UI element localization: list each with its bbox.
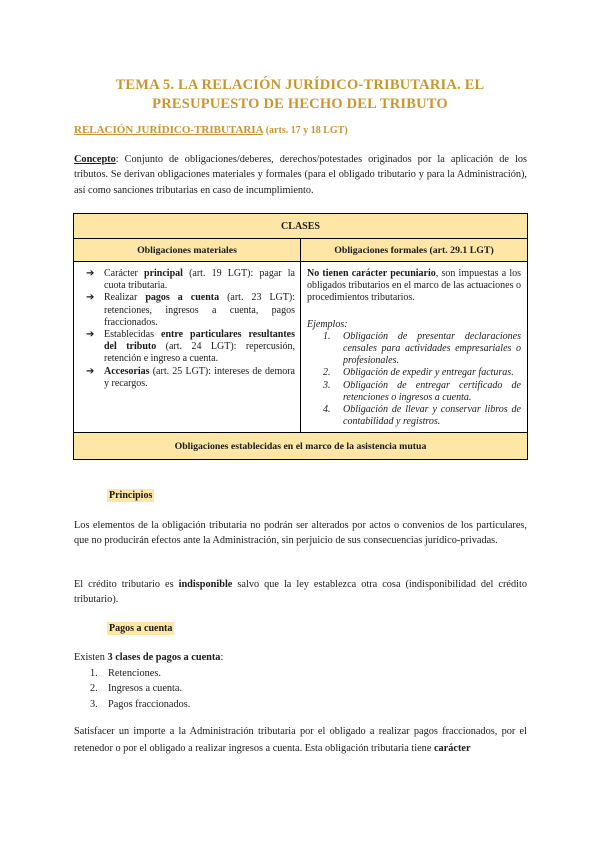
pagos-final-paragraph: Satisfacer un importe a la Administración tributaria por el obligado a realizar pagos fraccionados, por el retenedor o por el obligado a realizar ingresos a cuenta. Esta obligación tributaria tiene carácter xyxy=(74,726,527,754)
page-title xyxy=(60,76,540,114)
list-item: ➔ Accesorias (art. 25 LGT): intereses de demora y recargos. xyxy=(86,365,295,389)
arrow-icon: ➔ xyxy=(86,268,95,279)
principios-heading: Principios xyxy=(109,490,153,501)
pagos-intro: Existen 3 clases de pagos a cuenta: xyxy=(74,652,224,663)
ejemplos-label: Ejemplos: xyxy=(307,318,348,330)
list-item: 1. Retenciones. xyxy=(90,668,161,679)
title-line-1: TEMA 5. LA RELACIÓN JURÍDICO-TRIBUTARIA. EL xyxy=(115,77,485,93)
title-line-2: PRESUPUESTO DE HECHO DEL TRIBUTO xyxy=(152,96,448,112)
section-heading-suffix: (arts. 17 y 18 LGT) xyxy=(265,125,348,136)
list-item: 1. Obligación de presentar declaraciones censales para actividades empresariales o profesionales. xyxy=(323,330,521,367)
concepto-text: : Conjunto de obligaciones/deberes, derechos/potestades originados por la aplicación de los tributos. Se derivan obligaciones materiales y formales (para el obligado tributario y para la Administración), así como sanciones tributarias en caso de incumplimiento. xyxy=(74,154,527,196)
formales-description: No tienen carácter pecuniario, son impuestas a los obligados tributarios en el marco de las actuaciones o procedimientos tributarios. xyxy=(307,268,521,304)
col-header-formales: Obligaciones formales (art. 29.1 LGT) xyxy=(301,239,528,262)
section-heading-text: RELACIÓN JURÍDICO-TRIBUTARIA xyxy=(74,124,263,136)
arrow-icon: ➔ xyxy=(86,365,95,377)
col-header-materiales: Obligaciones materiales xyxy=(74,239,301,262)
list-item: 3. Obligación de entregar certificado de retenciones o ingresos a cuenta. xyxy=(323,379,521,403)
pagos-list xyxy=(74,666,190,712)
asistencia-mutua-row: Obligaciones establecidas en el marco de la asistencia mutua xyxy=(74,433,528,460)
list-item: 2. Obligación de expedir y entregar facturas. xyxy=(323,367,514,379)
list-item: ➔ Establecidas entre particulares resultantes del tributo (art. 24 LGT): repercusión, retención e ingreso a cuenta. xyxy=(86,329,296,365)
formales-cell xyxy=(301,262,528,433)
formales-bold: No tienen carácter pecuniario xyxy=(307,268,436,279)
principios-paragraph-2: El crédito tributario es indisponible salvo que la ley establezca otra cosa (indisponibilidad del crédito tributario). xyxy=(74,579,527,606)
list-item: 3. Pagos fraccionados. xyxy=(90,698,191,710)
list-item: 4. Obligación de llevar y conservar libros de contabilidad y registros. xyxy=(323,404,521,428)
clases-header: CLASES xyxy=(74,214,528,239)
list-item: ➔ Realizar pagos a cuenta (art. 23 LGT): retenciones, ingresos a cuenta, pagos fraccionados. xyxy=(86,292,295,328)
clases-table xyxy=(73,213,528,460)
principios-paragraph-1: Los elementos de la obligación tributaria no podrán ser alterados por actos o convenios de los particulares, que no producirán efectos ante la Administración, sin perjuicio de sus consecuencias jurídico-privadas. xyxy=(74,520,527,547)
pagos-heading: Pagos a cuenta xyxy=(109,623,173,634)
concepto-label: Concepto xyxy=(74,154,116,165)
concepto-paragraph xyxy=(74,152,527,198)
arrow-icon: ➔ xyxy=(86,292,95,304)
arrow-icon: ➔ xyxy=(86,329,95,341)
list-item: 2. Ingresos a cuenta. xyxy=(90,683,183,695)
materiales-cell xyxy=(74,262,301,433)
section-heading xyxy=(74,124,348,136)
materiales-list xyxy=(82,268,295,390)
ejemplos-list xyxy=(307,331,521,429)
list-item: ➔ Carácter principal (art. 19 LGT): pagar la cuota tributaria. xyxy=(86,268,295,292)
